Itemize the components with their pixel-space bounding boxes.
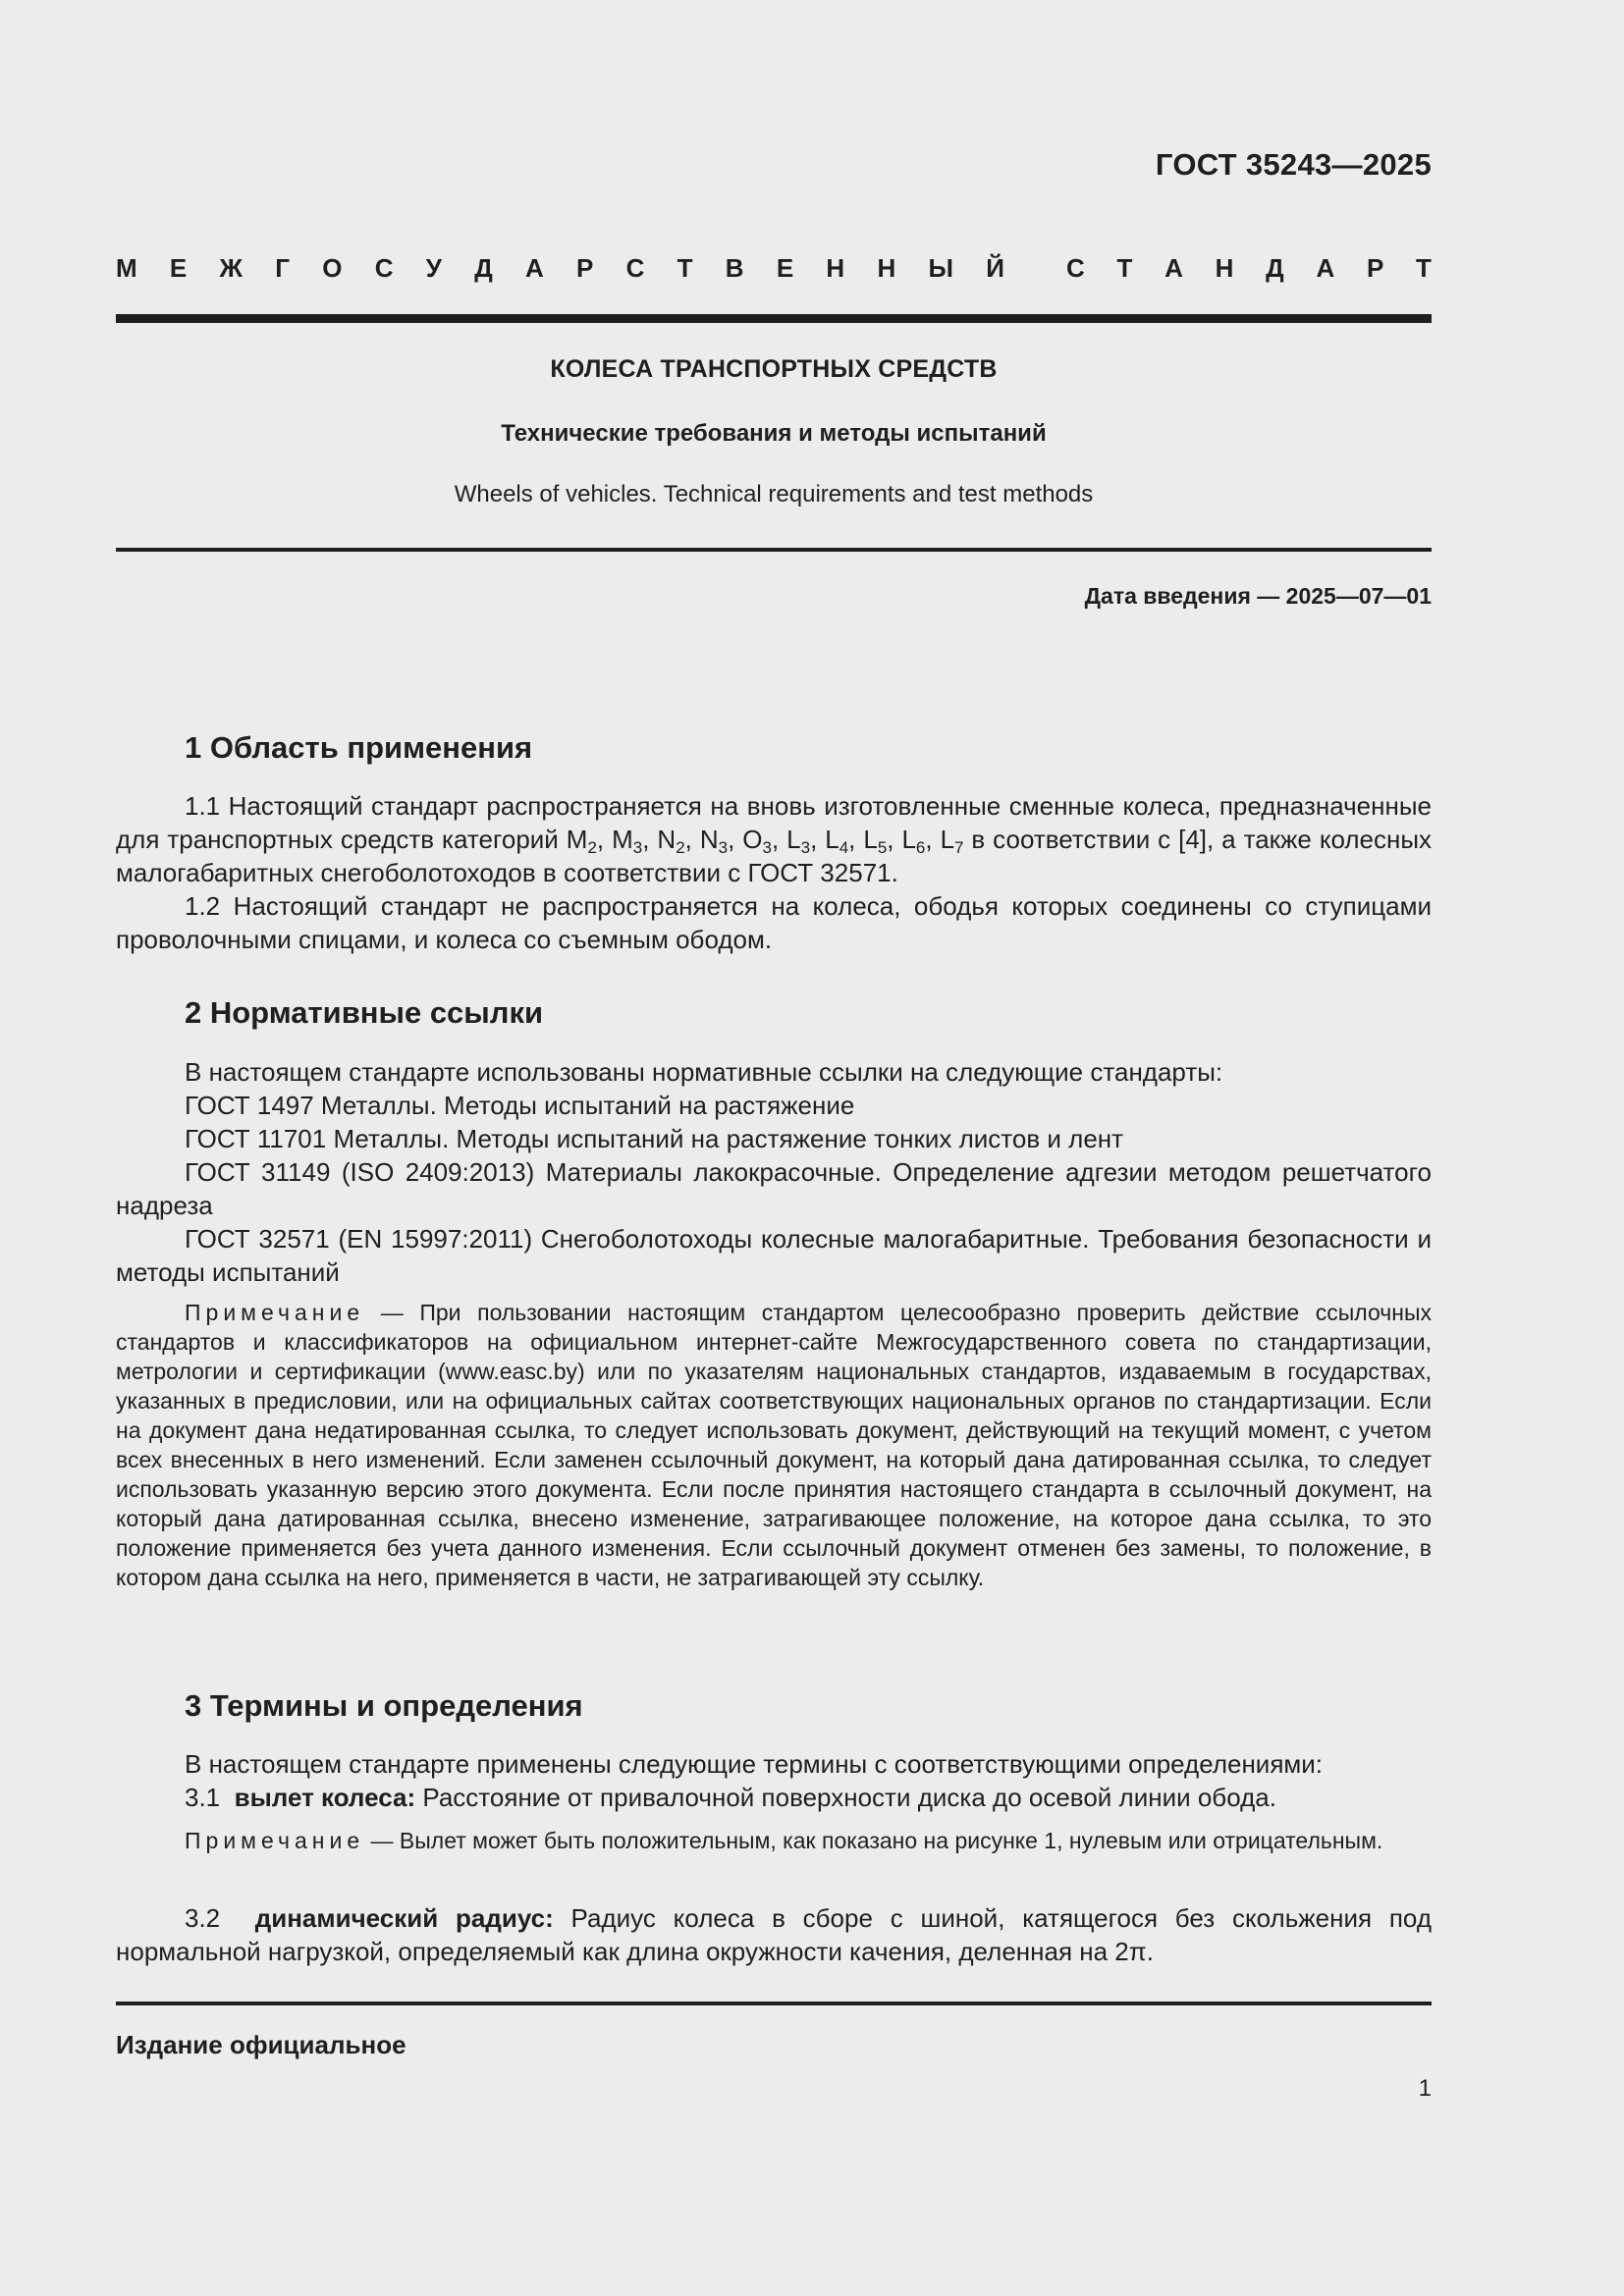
vehicle-category: $L_6$ [901, 825, 926, 857]
letter: Е [776, 253, 794, 283]
letter: Н [826, 253, 845, 283]
letter: Й [986, 253, 1004, 283]
clause-1-1 [116, 789, 1432, 889]
title-english: Wheels of vehicles. Technical requirements and test methods [454, 481, 1094, 507]
term-number: 3.1 [185, 1783, 235, 1812]
note-label: Примечание [185, 1300, 365, 1325]
reference-item: ГОСТ 32571 (EN 15997:2011) Снегоболотоходы колесные малогабаритные. Требования безопасности и методы испытаний [116, 1224, 1432, 1287]
letter: А [1164, 253, 1183, 283]
letter: Н [877, 253, 896, 283]
letter: Е [169, 253, 188, 283]
letter: С [1066, 253, 1085, 283]
letter: Т [1416, 253, 1432, 283]
note-text: — Вылет может быть положительным, как показано на рисунке 1, нулевым или отрицательным. [364, 1828, 1383, 1853]
section-1-heading: 1 Область применения [185, 730, 533, 765]
letter: Т [1116, 253, 1133, 283]
clause-1-1-text-end: в соответствии с [4], а также колесных малогабаритных снегоболотоходов в соответствии с ГОСТ 32571. [116, 825, 1433, 887]
date-introduction: Дата введения — 2025—07—01 [1084, 583, 1432, 609]
letter: Ж [219, 253, 244, 283]
letter: Д [474, 253, 493, 283]
section-2-note [116, 1298, 1432, 1592]
title-rule [116, 548, 1432, 552]
terms-intro: В настоящем стандарте применены следующие термины с соответствующими определениями: [185, 1749, 1324, 1779]
term-number: 3.2 [185, 1903, 255, 1933]
letter: Р [576, 253, 594, 283]
reference-item: ГОСТ 1497 Металлы. Методы испытаний на растяжение [185, 1091, 855, 1120]
letter: О [322, 253, 343, 283]
vehicle-category: $L_3$ [786, 825, 811, 857]
standard-type [116, 253, 1432, 284]
letter: С [374, 253, 394, 283]
vehicle-categories: $M_2$, $M_3$, $N_2$, $N_3$, $O_3$, $L_3$, $L_4$, $L_5$, $L_6$, $L_7$ [566, 825, 964, 857]
letter: С [625, 253, 645, 283]
letter: Р [1366, 253, 1384, 283]
letter: М [116, 253, 137, 283]
letter: Т [677, 253, 693, 283]
vehicle-category: $N_2$ [657, 825, 685, 857]
document-number: ГОСТ 35243—2025 [1155, 147, 1432, 182]
letter: В [725, 253, 744, 283]
letter: А [1316, 253, 1335, 283]
section-3-heading: 3 Термины и определения [185, 1688, 583, 1723]
term-name: динамический радиус: [254, 1903, 554, 1933]
clause-1-1-text: 1.1 Настоящий стандарт распространяется на вновь изготовленные сменные колеса, предназначенные для транспортных средств категорий [116, 791, 1432, 854]
letter: А [525, 253, 544, 283]
note-text: — При пользовании настоящим стандартом целесообразно проверить действие ссылочных стандартов и классификаторов на официальном интернет-сайте Межгосударственного совета по стандартизации, метрологии и сертификации (www.easc.by) или по указателям национальных стандартов, издаваемым в государствах, указанных в предисловии, или на официальных сайтах соответствующих национальных органов по стандартизации. Если на документ дана недатированная ссылка, то следует использовать документ, действующий на текущий момент, с учетом всех внесенных в него изменений. Если заменен ссылочный документ, на который дана датированная ссылка, то следует использовать указанную версию этого документа. Если после принятия настоящего стандарта в ссылочный документ, на который дана датированная ссылка, внесено изменение, затрагивающее положение, на которое дана ссылка, то это положение применяется без учета данного изменения. Если ссылочный документ отменен без замены, то положение, в котором дана ссылка на него, применяется в части, не затрагивающей эту ссылку. [116, 1300, 1432, 1590]
references-intro: В настоящем стандарте использованы нормативные ссылки на следующие стандарты: [185, 1057, 1223, 1087]
term-3-1 [185, 1781, 1432, 1814]
letter: Ы [928, 253, 953, 283]
section-2-heading: 2 Нормативные ссылки [185, 995, 544, 1030]
letter: Н [1215, 253, 1234, 283]
footer-rule [116, 2002, 1432, 2005]
clause-1-2: 1.2 Настоящий стандарт не распространяется на колеса, ободья которых соединены со ступицами проволочными спицами, и колеса со съемным ободом. [116, 891, 1432, 954]
title-main: КОЛЕСА ТРАНСПОРТНЫХ СРЕДСТВ [550, 355, 998, 383]
term-name: вылет колеса: [234, 1783, 416, 1812]
letter: Г [275, 253, 291, 283]
page-number: 1 [1418, 2075, 1432, 2102]
vehicle-category: $O_3$ [742, 825, 772, 857]
term-definition: Расстояние от привалочной поверхности диска до осевой линии обода. [415, 1783, 1276, 1812]
term-3-2 [116, 1901, 1432, 1968]
vehicle-category: $M_3$ [612, 825, 643, 857]
term-definition: Радиус колеса в сборе с шиной, катящегося без скольжения под нормальной нагрузкой, определяемый как длина окружности качения, деленная на 2π. [116, 1903, 1432, 1966]
letter: Д [1266, 253, 1284, 283]
header-rule [116, 314, 1432, 323]
title-subtitle: Технические требования и методы испытаний [501, 420, 1047, 447]
vehicle-category: $L_4$ [825, 825, 849, 857]
standard-type-word2 [1066, 253, 1432, 284]
vehicle-category: $M_2$ [566, 825, 597, 857]
standard-type-word1 [116, 253, 1004, 284]
vehicle-category: $N_3$ [699, 825, 729, 857]
vehicle-category: $L_7$ [940, 825, 964, 857]
letter: У [425, 253, 442, 283]
reference-item: ГОСТ 11701 Металлы. Методы испытаний на растяжение тонких листов и лент [185, 1124, 1124, 1153]
section-3-note [116, 1826, 1432, 1855]
vehicle-category: $L_5$ [863, 825, 888, 857]
note-label: Примечание [185, 1828, 365, 1853]
reference-item: ГОСТ 31149 (ISO 2409:2013) Материалы лакокрасочные. Определение адгезии методом решетчатого надреза [116, 1157, 1432, 1220]
edition-label: Издание официальное [116, 2030, 406, 2059]
